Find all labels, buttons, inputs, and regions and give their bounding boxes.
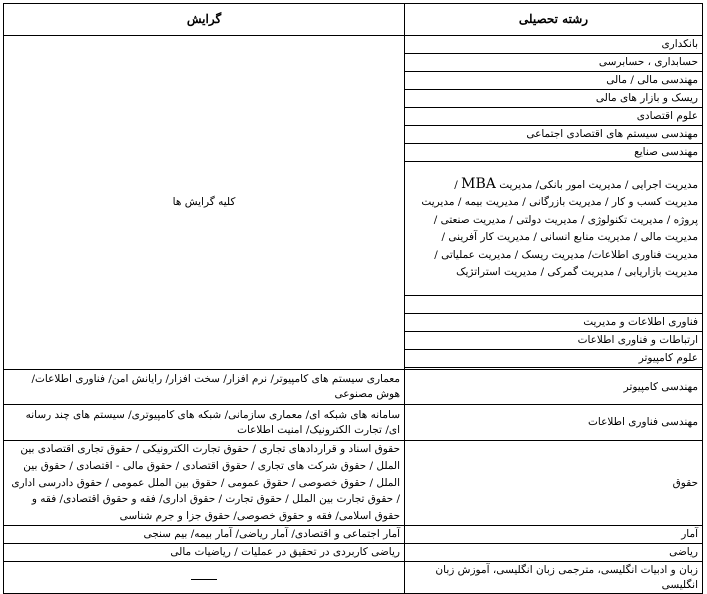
field-cell: [405, 296, 703, 314]
management-line: مدیریت مالی / مدیریت منابع انسانی / مدیریت کار آفرینی /: [441, 231, 698, 243]
table-header-row: [4, 4, 703, 36]
management-line: مدیریت فناوری اطلاعات/ مدیریت ریسک / مدیریت عملیاتی /: [434, 248, 698, 261]
table-row: [4, 526, 703, 544]
field-cell: آمار: [405, 526, 703, 544]
spec-cell: آمار اجتماعی و اقتصادی/ آمار ریاضی/ آمار بیمه/ بیم سنجی: [4, 526, 405, 544]
spec-cell: سامانه های شبکه ای/ معماری سازمانی/ شبکه های کامپیوتری/ سیستم های چند رسانه ای/ تجارت الکترونیک/ امنیت اطلاعات: [4, 405, 405, 441]
field-cell: مهندسی مالی / مالی: [405, 72, 703, 90]
dash-mark: [191, 573, 217, 580]
management-line: مدیریت کسب و کار / مدیریت بازرگانی / مدیریت بیمه / مدیریت: [421, 196, 698, 208]
field-cell: بانکداری: [405, 36, 703, 54]
field-cell: علوم اقتصادی: [405, 108, 703, 126]
spec-cell: ریاضی کاربردی در تحقیق در عملیات / ریاضیات مالی: [4, 544, 405, 562]
field-cell: علوم کامپیوتر: [405, 350, 703, 368]
management-line: مدیریت اجرایی / مدیریت امور بانکی/ مدیریت MBA /: [454, 175, 698, 192]
management-line: مدیریت بازاریابی / مدیریت گمرکی / مدیریت استراتژیک: [456, 266, 698, 278]
field-cell: حسابداری ، حسابرسی: [405, 54, 703, 72]
field-cell: ریاضی: [405, 544, 703, 562]
spec-cell: معماری سیستم های کامپیوتر/ نرم افزار/ سخت افزار/ رایانش امن/ فناوری اطلاعات/ هوش مصنوعی: [4, 370, 405, 405]
header-field: رشته تحصیلی: [405, 4, 703, 36]
header-spec: گرایش: [4, 4, 405, 36]
table-row: [4, 544, 703, 562]
field-cell: مهندسی صنایع: [405, 144, 703, 162]
field-cell: مهندسی فناوری اطلاعات: [405, 405, 703, 441]
table-row: [4, 370, 703, 405]
table-row: [4, 36, 703, 54]
field-cell: ارتباطات و فناوری اطلاعات: [405, 332, 703, 350]
spec-cell: [4, 562, 405, 594]
table-row: [4, 405, 703, 441]
all-specs-cell: کلیه گرایش ها: [4, 36, 405, 370]
field-cell: حقوق: [405, 441, 703, 526]
management-cell: [405, 162, 703, 296]
field-cell: فناوری اطلاعات و مدیریت: [405, 314, 703, 332]
table-row: [4, 562, 703, 594]
field-cell: مهندسی کامپیوتر: [405, 370, 703, 405]
degree-table: [3, 3, 703, 594]
mba-label: MBA: [461, 175, 496, 192]
field-cell: مهندسی سیستم های اقتصادی اجتماعی: [405, 126, 703, 144]
field-cell: ریسک و بازار های مالی: [405, 90, 703, 108]
management-line: پروژه / مدیریت تکنولوژی / مدیریت دولتی / مدیریت صنعتی /: [433, 213, 698, 226]
field-cell: زبان و ادبیات انگلیسی، مترجمی زبان انگلیسی، آموزش زبان انگلیسی: [405, 562, 703, 594]
spec-cell: حقوق اسناد و قراردادهای تجاری / حقوق تجارت الکترونیکی / حقوق تجاری اقتصادی بین الملل / حقوق شرکت های تجاری / حقوق اقتصادی / حقوق مالی - اقتصادی / حقوق بین الملل / حقوق خصوصی / حقوق عمومی / حقوق بین الملل عمومی / حقوق دادرسی اداری / حقوق تجارت بین الملل / حقوق تجارت / حقوق اداری/ فقه و حقوق اقتصادی/ فقه و حقوق اسلامی/ فقه و حقوق خصوصی/ حقوق جزا و جرم شناسی: [4, 441, 405, 526]
table-row: [4, 441, 703, 526]
